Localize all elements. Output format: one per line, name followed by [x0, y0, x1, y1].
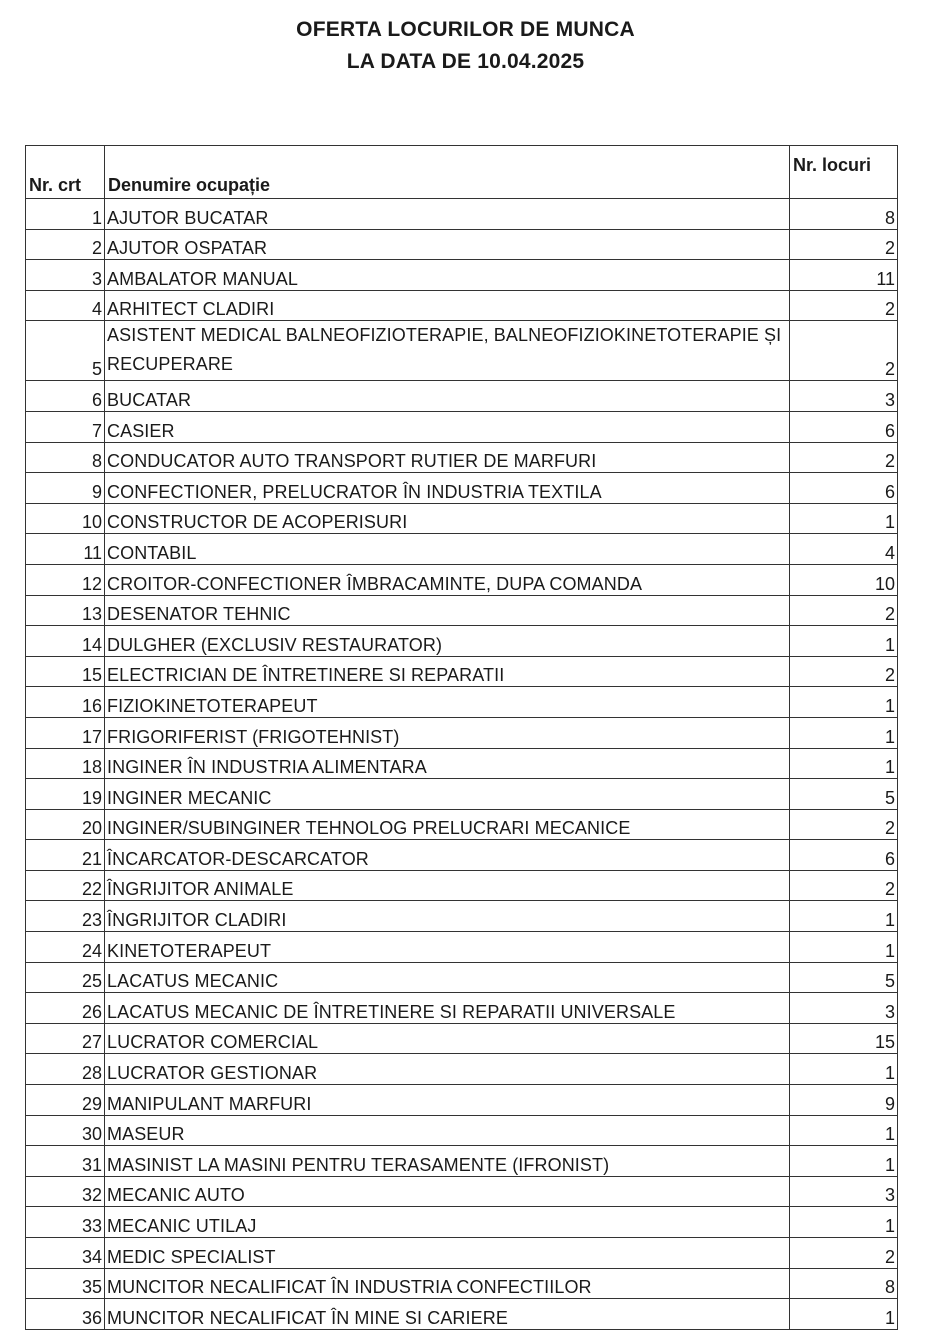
row-number-cell: 16 — [26, 687, 105, 718]
jobs-table — [25, 145, 898, 1330]
positions-count-cell: 6 — [790, 473, 898, 504]
occupation-name-cell: LACATUS MECANIC — [105, 962, 790, 993]
occupation-name-cell: ÎNCARCATOR-DESCARCATOR — [105, 840, 790, 871]
positions-count-cell: 3 — [790, 1176, 898, 1207]
occupation-name-cell: INGINER/SUBINGINER TEHNOLOG PRELUCRARI MECANICE — [105, 809, 790, 840]
row-number-cell: 24 — [26, 932, 105, 963]
positions-count-cell: 1 — [790, 1146, 898, 1177]
positions-count-cell: 2 — [790, 870, 898, 901]
table-row — [26, 229, 898, 260]
row-number-cell: 4 — [26, 290, 105, 321]
occupation-name-cell: DESENATOR TEHNIC — [105, 595, 790, 626]
row-number-cell: 7 — [26, 411, 105, 442]
positions-count-cell: 8 — [790, 199, 898, 230]
positions-count-cell: 9 — [790, 1085, 898, 1116]
table-row — [26, 595, 898, 626]
positions-count-cell: 2 — [790, 442, 898, 473]
row-number-cell: 13 — [26, 595, 105, 626]
table-row — [26, 503, 898, 534]
occupation-name-cell: MUNCITOR NECALIFICAT ÎN INDUSTRIA CONFECTIILOR — [105, 1268, 790, 1299]
table-row — [26, 870, 898, 901]
row-number-cell: 35 — [26, 1268, 105, 1299]
table-row — [26, 932, 898, 963]
occupation-name-cell: AJUTOR BUCATAR — [105, 199, 790, 230]
occupation-name-cell: CONTABIL — [105, 534, 790, 565]
table-row — [26, 687, 898, 718]
row-number-cell: 30 — [26, 1115, 105, 1146]
row-number-cell: 26 — [26, 993, 105, 1024]
occupation-name-cell: CROITOR-CONFECTIONER ÎMBRACAMINTE, DUPA COMANDA — [105, 564, 790, 595]
occupation-name-cell: INGINER MECANIC — [105, 779, 790, 810]
row-number-cell: 1 — [26, 199, 105, 230]
occupation-name-cell: MASEUR — [105, 1115, 790, 1146]
positions-count-cell: 1 — [790, 1207, 898, 1238]
occupation-name-cell: ELECTRICIAN DE ÎNTRETINERE SI REPARATII — [105, 656, 790, 687]
occupation-name-cell: DULGHER (EXCLUSIV RESTAURATOR) — [105, 626, 790, 657]
positions-count-cell: 1 — [790, 748, 898, 779]
positions-count-cell: 10 — [790, 564, 898, 595]
table-row — [26, 993, 898, 1024]
occupation-name-cell: LUCRATOR COMERCIAL — [105, 1023, 790, 1054]
positions-count-cell: 2 — [790, 321, 898, 381]
row-number-cell: 25 — [26, 962, 105, 993]
occupation-name-cell: LUCRATOR GESTIONAR — [105, 1054, 790, 1085]
row-number-cell: 31 — [26, 1146, 105, 1177]
occupation-name-cell: FIZIOKINETOTERAPEUT — [105, 687, 790, 718]
table-header-row — [26, 146, 898, 199]
table-row — [26, 779, 898, 810]
occupation-name-cell: MEDIC SPECIALIST — [105, 1238, 790, 1269]
occupation-name-cell: BUCATAR — [105, 381, 790, 412]
row-number-cell: 36 — [26, 1299, 105, 1330]
occupation-name-cell: LACATUS MECANIC DE ÎNTRETINERE SI REPARATII UNIVERSALE — [105, 993, 790, 1024]
row-number-cell: 15 — [26, 656, 105, 687]
row-number-cell: 33 — [26, 1207, 105, 1238]
table-row — [26, 1115, 898, 1146]
row-number-cell: 9 — [26, 473, 105, 504]
row-number-cell: 19 — [26, 779, 105, 810]
row-number-cell: 14 — [26, 626, 105, 657]
positions-count-cell: 8 — [790, 1268, 898, 1299]
positions-count-cell: 4 — [790, 534, 898, 565]
positions-count-cell: 1 — [790, 503, 898, 534]
occupation-name-cell: CASIER — [105, 411, 790, 442]
row-number-cell: 12 — [26, 564, 105, 595]
table-row — [26, 1023, 898, 1054]
row-number-cell: 23 — [26, 901, 105, 932]
positions-count-cell: 1 — [790, 1115, 898, 1146]
occupation-name-cell: ÎNGRIJITOR CLADIRI — [105, 901, 790, 932]
occupation-name-cell: AMBALATOR MANUAL — [105, 260, 790, 291]
table-row — [26, 809, 898, 840]
table-row — [26, 442, 898, 473]
title-line-1: OFERTA LOCURILOR DE MUNCA — [296, 18, 635, 41]
row-number-cell: 22 — [26, 870, 105, 901]
table-row — [26, 1176, 898, 1207]
table-row — [26, 1054, 898, 1085]
occupation-name-cell: ARHITECT CLADIRI — [105, 290, 790, 321]
occupation-name-cell: ÎNGRIJITOR ANIMALE — [105, 870, 790, 901]
table-row — [26, 290, 898, 321]
positions-count-cell: 5 — [790, 962, 898, 993]
document-title — [0, 14, 931, 78]
table-row — [26, 260, 898, 291]
table-row — [26, 381, 898, 412]
occupation-name-cell: FRIGORIFERIST (FRIGOTEHNIST) — [105, 717, 790, 748]
positions-count-cell: 2 — [790, 290, 898, 321]
table-row — [26, 534, 898, 565]
occupation-name-cell: INGINER ÎN INDUSTRIA ALIMENTARA — [105, 748, 790, 779]
occupation-name-cell: MECANIC UTILAJ — [105, 1207, 790, 1238]
occupation-name-cell: CONFECTIONER, PRELUCRATOR ÎN INDUSTRIA TEXTILA — [105, 473, 790, 504]
table-row — [26, 748, 898, 779]
table-row — [26, 564, 898, 595]
table-row — [26, 626, 898, 657]
positions-count-cell: 2 — [790, 229, 898, 260]
occupation-name-cell: AJUTOR OSPATAR — [105, 229, 790, 260]
positions-count-cell: 2 — [790, 809, 898, 840]
table-row — [26, 411, 898, 442]
table-row — [26, 1146, 898, 1177]
occupation-name-cell: MECANIC AUTO — [105, 1176, 790, 1207]
row-number-cell: 5 — [26, 321, 105, 381]
positions-count-cell: 6 — [790, 411, 898, 442]
table-row — [26, 717, 898, 748]
row-number-cell: 29 — [26, 1085, 105, 1116]
table-row — [26, 1268, 898, 1299]
occupation-name-cell: MANIPULANT MARFURI — [105, 1085, 790, 1116]
row-number-cell: 28 — [26, 1054, 105, 1085]
row-number-cell: 6 — [26, 381, 105, 412]
positions-count-cell: 3 — [790, 993, 898, 1024]
positions-count-cell: 1 — [790, 717, 898, 748]
table-row — [26, 962, 898, 993]
occupation-name-cell: KINETOTERAPEUT — [105, 932, 790, 963]
table-row — [26, 1085, 898, 1116]
table-row — [26, 1299, 898, 1330]
occupation-name-cell: MASINIST LA MASINI PENTRU TERASAMENTE (IFRONIST) — [105, 1146, 790, 1177]
positions-count-cell: 1 — [790, 901, 898, 932]
column-header-nr-locuri: Nr. locuri — [790, 146, 898, 199]
table-row — [26, 1207, 898, 1238]
row-number-cell: 17 — [26, 717, 105, 748]
row-number-cell: 10 — [26, 503, 105, 534]
positions-count-cell: 2 — [790, 1238, 898, 1269]
positions-count-cell: 1 — [790, 687, 898, 718]
row-number-cell: 27 — [26, 1023, 105, 1054]
row-number-cell: 8 — [26, 442, 105, 473]
occupation-name-cell: ASISTENT MEDICAL BALNEOFIZIOTERAPIE, BALNEOFIZIOKINETOTERAPIE ȘI RECUPERARE — [105, 321, 790, 381]
title-line-2: LA DATA DE 10.04.2025 — [346, 50, 585, 73]
positions-count-cell: 1 — [790, 626, 898, 657]
positions-count-cell: 5 — [790, 779, 898, 810]
row-number-cell: 32 — [26, 1176, 105, 1207]
row-number-cell: 3 — [26, 260, 105, 291]
positions-count-cell: 3 — [790, 381, 898, 412]
occupation-name-cell: CONSTRUCTOR DE ACOPERISURI — [105, 503, 790, 534]
row-number-cell: 34 — [26, 1238, 105, 1269]
positions-count-cell: 11 — [790, 260, 898, 291]
positions-count-cell: 15 — [790, 1023, 898, 1054]
table-row — [26, 901, 898, 932]
table-row — [26, 473, 898, 504]
positions-count-cell: 2 — [790, 595, 898, 626]
row-number-cell: 20 — [26, 809, 105, 840]
table-row — [26, 199, 898, 230]
column-header-nr-crt: Nr. crt — [26, 146, 105, 199]
row-number-cell: 2 — [26, 229, 105, 260]
row-number-cell: 18 — [26, 748, 105, 779]
positions-count-cell: 1 — [790, 1054, 898, 1085]
row-number-cell: 21 — [26, 840, 105, 871]
positions-count-cell: 1 — [790, 1299, 898, 1330]
table-row — [26, 656, 898, 687]
row-number-cell: 11 — [26, 534, 105, 565]
positions-count-cell: 6 — [790, 840, 898, 871]
positions-count-cell: 1 — [790, 932, 898, 963]
occupation-name-cell: CONDUCATOR AUTO TRANSPORT RUTIER DE MARFURI — [105, 442, 790, 473]
table-row — [26, 1238, 898, 1269]
occupation-name-cell: MUNCITOR NECALIFICAT ÎN MINE SI CARIERE — [105, 1299, 790, 1330]
positions-count-cell: 2 — [790, 656, 898, 687]
table-row — [26, 321, 898, 381]
column-header-occupation: Denumire ocupație — [105, 146, 790, 199]
table-row — [26, 840, 898, 871]
